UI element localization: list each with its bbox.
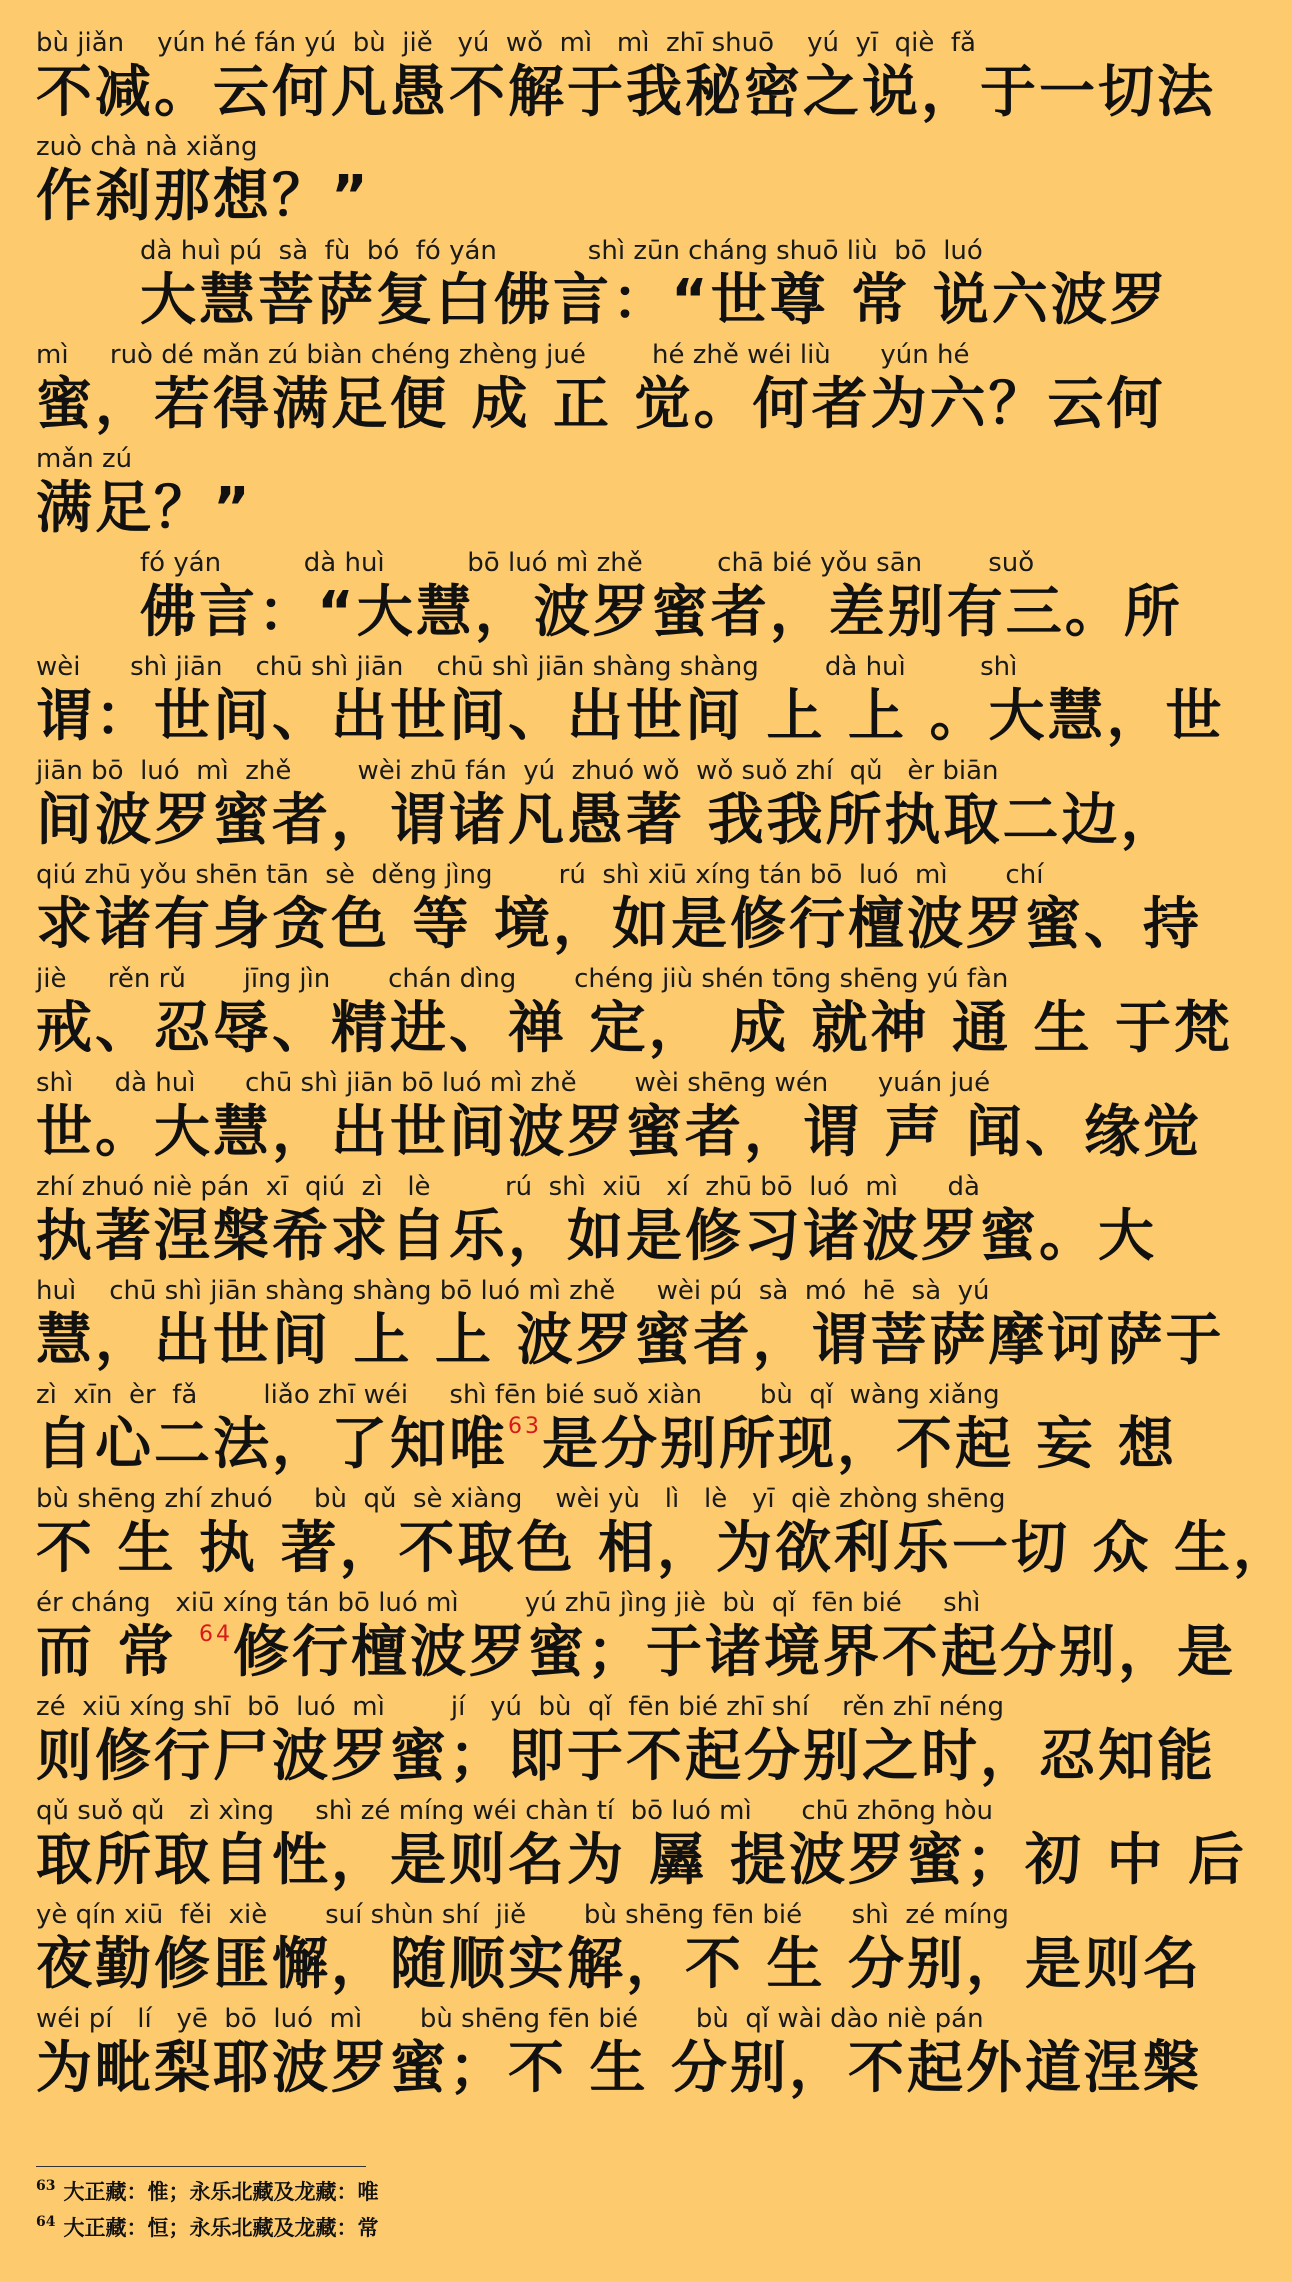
text-line xyxy=(36,442,1044,546)
chinese-text-segment: 修行檀波罗蜜；于诸境界不起分别，是 xyxy=(233,1620,1236,1685)
chinese-text: 世。大慧，出世间波罗蜜者，谓 声 闻、缘觉 xyxy=(36,1100,1202,1165)
footnote-ref: 63 xyxy=(508,1414,542,1439)
footnote xyxy=(36,2212,378,2244)
chinese-text: 为毗梨耶波罗蜜；不 生 分别，不起外道涅槃 xyxy=(36,2036,1202,2101)
chinese-text: 不减。云何凡愚不解于我秘密之说，于一切法 xyxy=(36,60,1216,125)
text-line xyxy=(36,754,1180,858)
pinyin-annotation: huì chū shì jiān shàng shàng bō luó mì zhě wèi pú sà mó hē sà yú xyxy=(36,1276,990,1306)
text-line xyxy=(140,234,1169,338)
pinyin-annotation: qǔ suǒ qǔ zì xìng shì zé míng wéi chàn tí bō luó mì chū zhōng hòu xyxy=(36,1796,993,1826)
footnote-ref: 64 xyxy=(199,1622,233,1647)
chinese-text: 作刹那想？” xyxy=(36,164,371,229)
chinese-text: 佛言：“大慧，波罗蜜者，差别有三。所 xyxy=(140,580,1183,645)
text-line xyxy=(36,1066,1202,1170)
pinyin-annotation: ér cháng xiū xíng tán bō luó mì yú zhū jìng jiè bù qǐ fēn bié shì xyxy=(36,1588,981,1618)
pinyin-annotation: bù jiǎn yún hé fán yú bù jiě yú wǒ mì mì zhī shuō yú yī qiè fǎ xyxy=(36,28,976,58)
pinyin-annotation: jiè rěn rǔ jīng jìn chán dìng chéng jiù shén tōng shēng yú fàn xyxy=(36,964,1009,994)
chinese-text-segment: 而 常 xyxy=(36,1620,199,1685)
chinese-text-segment: 是分别所现，不起 妄 想 xyxy=(542,1412,1177,1477)
chinese-text: 不 生 执 著，不取色 相，为欲利乐一切 众 生， xyxy=(36,1516,1292,1581)
chinese-text: 则修行尸波罗蜜；即于不起分别之时，忍知能 xyxy=(36,1724,1216,1789)
text-line xyxy=(36,962,1233,1066)
footnote xyxy=(36,2176,378,2208)
text-line xyxy=(36,338,1166,442)
chinese-text-segment: 自心二法，了知唯 xyxy=(36,1412,508,1477)
pinyin-annotation: zé xiū xíng shī bō luó mì jí yú bù qǐ fēn bié zhī shí rěn zhī néng xyxy=(36,1692,1005,1722)
pinyin-annotation: zuò chà nà xiǎng xyxy=(36,132,258,162)
chinese-text: 取所取自性，是则名为 羼 提波罗蜜；初 中 后 xyxy=(36,1828,1247,1893)
pinyin-annotation: zhí zhuó niè pán xī qiú zì lè rú shì xiū xí zhū bō luó mì dà xyxy=(36,1172,980,1202)
chinese-text: 间波罗蜜者，谓诸凡愚著 我我所执取二边， xyxy=(36,788,1180,853)
chinese-text xyxy=(36,1412,1177,1478)
text-line xyxy=(36,130,1044,234)
chinese-text: 戒、忍辱、精进、禅 定， 成 就神 通 生 于梵 xyxy=(36,996,1233,1061)
text-line xyxy=(36,1794,1247,1898)
chinese-text: 大慧菩萨复白佛言：“世尊 常 说六波罗 xyxy=(140,268,1169,333)
pinyin-annotation: mì ruò dé mǎn zú biàn chéng zhèng jué hé zhě wéi liù yún hé xyxy=(36,340,970,370)
footnote-number: 64 xyxy=(36,2214,56,2230)
pinyin-annotation: qiú zhū yǒu shēn tān sè děng jìng rú shì xiū xíng tán bō luó mì chí xyxy=(36,860,1044,890)
footnote-number: 63 xyxy=(36,2178,56,2194)
pinyin-annotation: wéi pí lí yē bō luó mì bù shēng fēn bié bù qǐ wài dào niè pán xyxy=(36,2004,984,2034)
text-line xyxy=(36,1378,1177,1482)
footnote-text: 大正藏：恒；永乐北藏及龙藏：常 xyxy=(63,2215,379,2240)
pinyin-annotation: shì dà huì chū shì jiān bō luó mì zhě wèi shēng wén yuán jué xyxy=(36,1068,991,1098)
chinese-text: 执著涅槃希求自乐，如是修习诸波罗蜜。大 xyxy=(36,1204,1157,1269)
text-line xyxy=(36,1586,1236,1690)
text-line xyxy=(36,1274,1225,1378)
chinese-text: 谓：世间、出世间、出世间 上 上 。大慧，世 xyxy=(36,684,1225,749)
pinyin-annotation: bù shēng zhí zhuó bù qǔ sè xiàng wèi yù lì lè yī qiè zhòng shēng xyxy=(36,1484,1006,1514)
pinyin-annotation: jiān bō luó mì zhě wèi zhū fán yú zhuó wǒ wǒ suǒ zhí qǔ èr biān xyxy=(36,756,999,786)
chinese-text: 夜勤修匪懈，随顺实解，不 生 分别，是则名 xyxy=(36,1932,1202,1997)
pinyin-annotation: yè qín xiū fěi xiè suí shùn shí jiě bù shēng fēn bié shì zé míng xyxy=(36,1900,1009,1930)
chinese-text xyxy=(36,1620,1236,1686)
footnote-text: 大正藏：惟；永乐北藏及龙藏：唯 xyxy=(63,2179,379,2204)
pinyin-annotation: wèi shì jiān chū shì jiān chū shì jiān shàng shàng dà huì shì xyxy=(36,652,1018,682)
text-line xyxy=(36,650,1225,754)
pinyin-annotation: mǎn zú xyxy=(36,444,133,474)
pinyin-annotation: zì xīn èr fǎ liǎo zhī wéi shì fēn bié suǒ xiàn bù qǐ wàng xiǎng xyxy=(36,1380,1000,1410)
text-line xyxy=(36,1690,1216,1794)
footnote-divider xyxy=(36,2166,366,2167)
pinyin-annotation: fó yán dà huì bō luó mì zhě chā bié yǒu sān suǒ xyxy=(140,548,1035,578)
text-line xyxy=(36,1482,1292,1586)
chinese-text: 求诸有身贪色 等 境，如是修行檀波罗蜜、持 xyxy=(36,892,1202,957)
chinese-text: 慧，出世间 上 上 波罗蜜者，谓菩萨摩诃萨于 xyxy=(36,1308,1225,1373)
text-line xyxy=(36,1898,1202,2002)
text-line xyxy=(36,26,1216,130)
text-line xyxy=(36,858,1202,962)
text-line xyxy=(140,546,1183,650)
chinese-text: 满足？” xyxy=(36,476,253,541)
text-line xyxy=(36,1170,1157,1274)
text-line xyxy=(36,2002,1202,2106)
pinyin-annotation: dà huì pú sà fù bó fó yán shì zūn cháng shuō liù bō luó xyxy=(140,236,983,266)
chinese-text: 蜜，若得满足便 成 正 觉。何者为六？云何 xyxy=(36,372,1166,437)
